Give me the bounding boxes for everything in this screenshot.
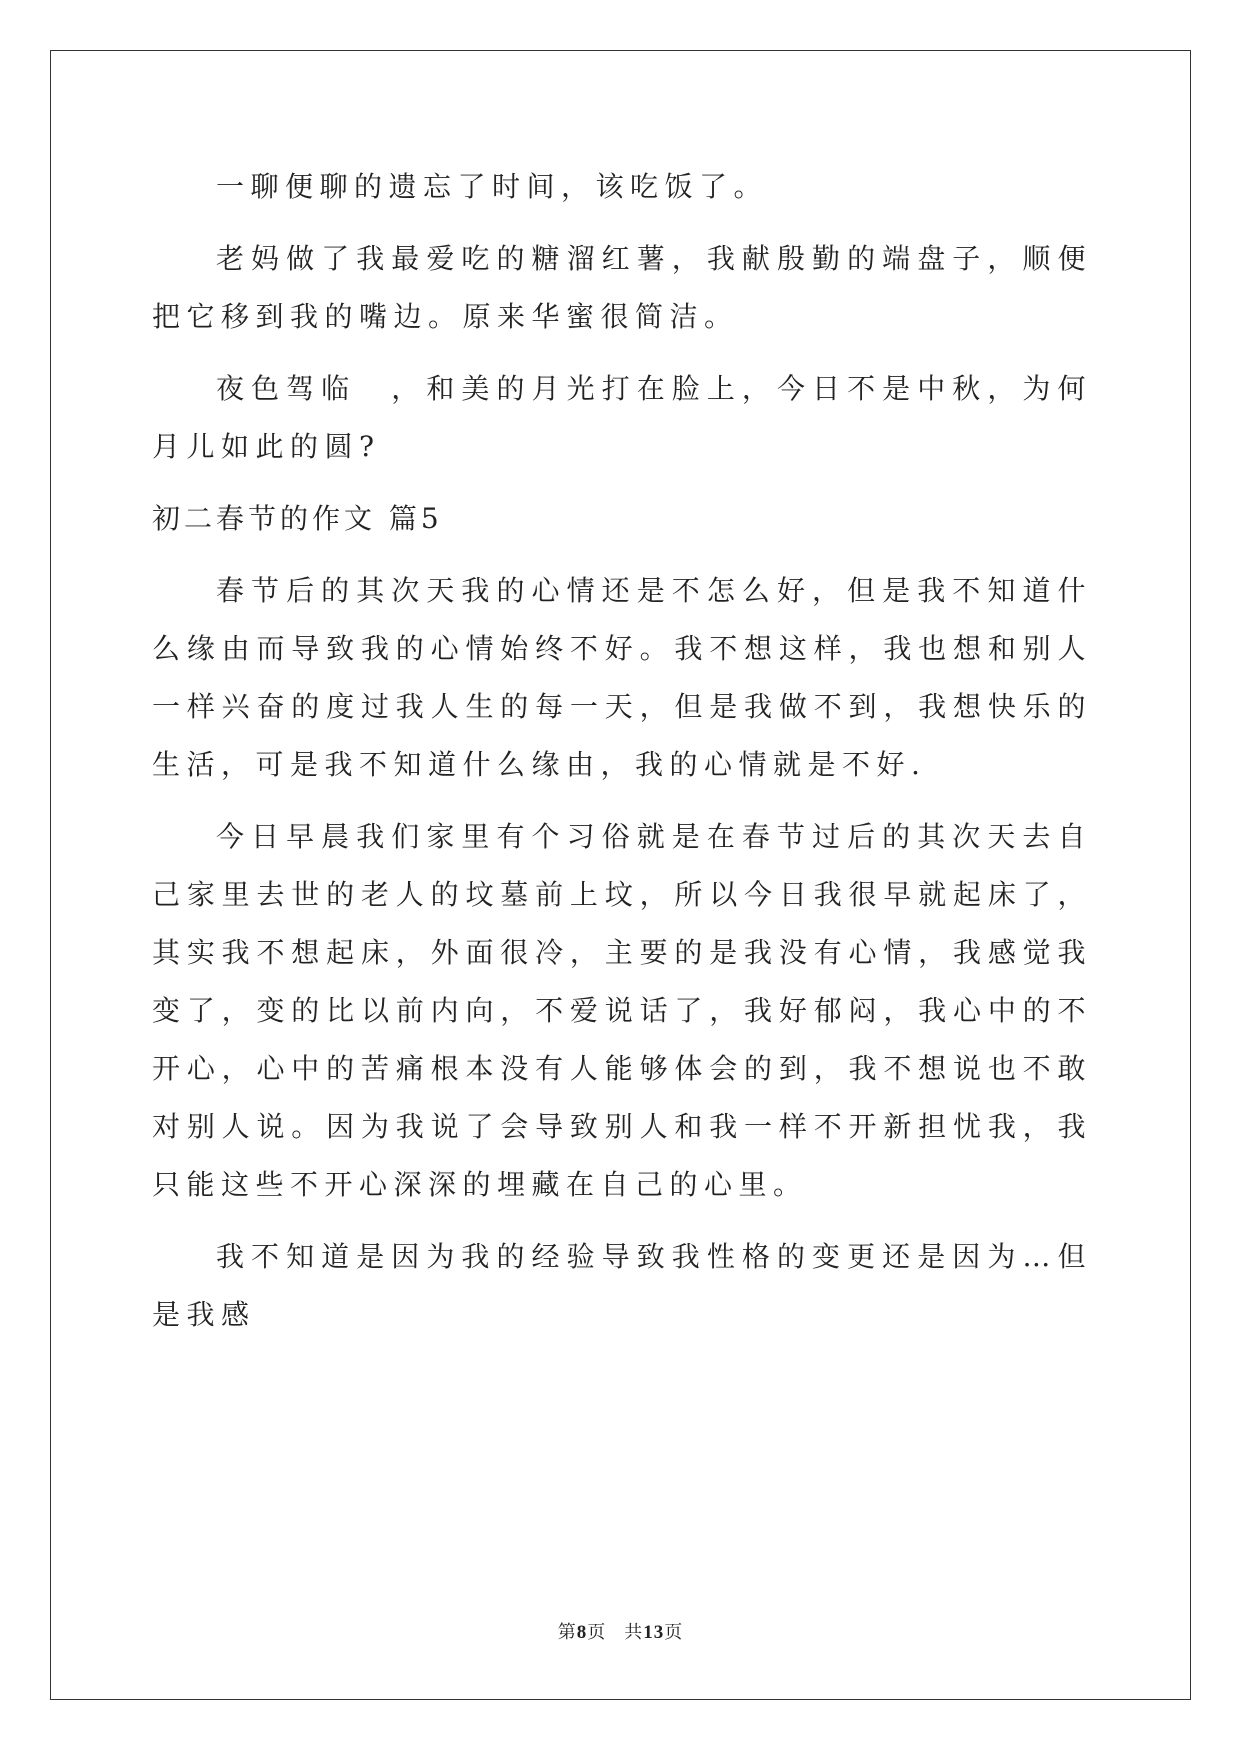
paragraph: 老妈做了我最爱吃的糖溜红薯，我献殷勤的端盘子，顺便把它移到我的嘴边。原来华蜜很简洁。 [152,242,1092,333]
paragraph: 我不知道是因为我的经验导致我性格的变更还是因为…但是我感 [152,1240,1092,1331]
page-suffix: 页 [587,1622,607,1643]
page-current: 8 [576,1622,588,1643]
document-body [152,158,1092,1358]
page-footer [0,1618,1241,1644]
page-total: 13 [643,1622,665,1643]
paragraph: 夜色驾临 ，和美的月光打在脸上，今日不是中秋，为何月儿如此的圆? [152,372,1092,463]
total-suffix: 页 [664,1622,684,1643]
section-heading: 初二春节的作文 篇5 [152,502,443,535]
total-prefix: 共 [624,1622,644,1643]
page-prefix: 第 [557,1622,577,1643]
paragraph: 一聊便聊的遗忘了时间，该吃饭了。 [216,170,769,203]
paragraph: 今日早晨我们家里有个习俗就是在春节过后的其次天去自己家里去世的老人的坟墓前上坟，所以今日我很早就起床了，其实我不想起床，外面很冷，主要的是我没有心情，我感觉我变了，变的比以前内向，不爱说话了，我好郁闷，我心中的不开心，心中的苦痛根本没有人能够体会的到，我不想说也不敢对别人说。因为我说了会导致别人和我一样不开新担忧我，我只能这些不开心深深的埋藏在自己的心里。 [152,820,1092,1201]
paragraph: 春节后的其次天我的心情还是不怎么好，但是我不知道什么缘由而导致我的心情始终不好。我不想这样，我也想和别人一样兴奋的度过我人生的每一天，但是我做不到，我想快乐的生活，可是我不知道什么缘由，我的心情就是不好. [152,574,1092,781]
